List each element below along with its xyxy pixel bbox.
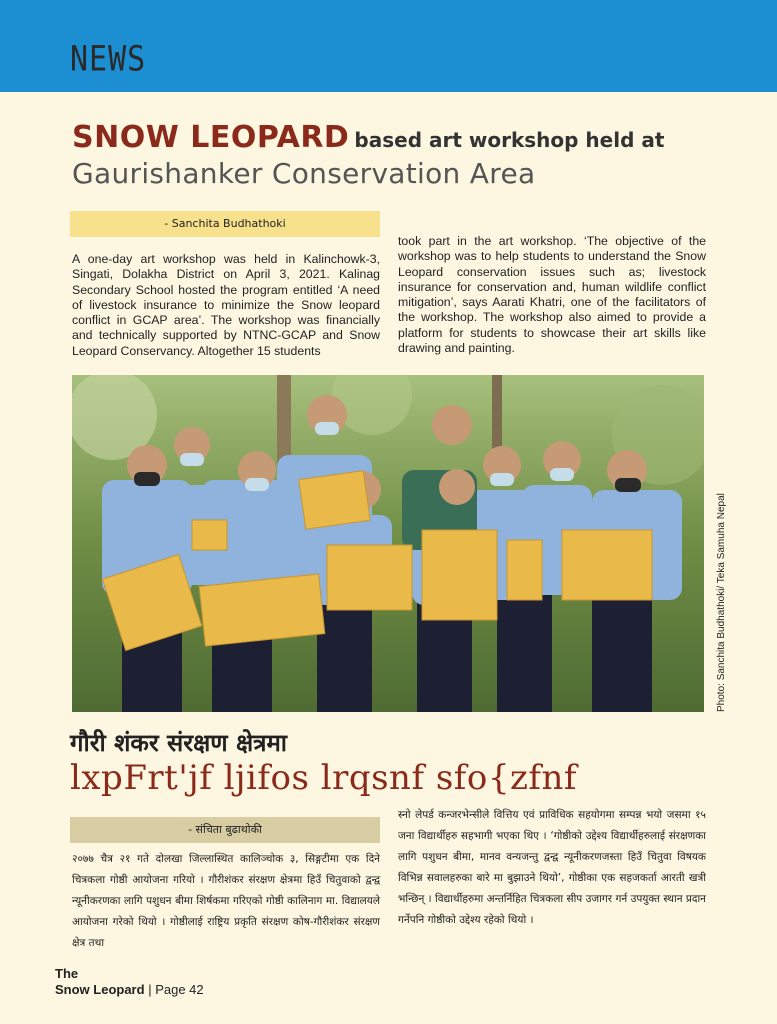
nepali-column-left: २०७७ चैत्र २१ गते दोलखा जिल्लास्थित कालिञ्चोक ३, सिङ्गटीमा एक दिने चित्रकला गोष्ठी आयोजना गरियो । गौरीशंकर संरक्षण क्षेत्रमा हिउँ चितुवाको द्वन्द्व न्यूनीकरणका लागि पशुधन बीमा शिर्षकमा गरिएको गोष्ठी कालिनाग मा. विद्यालयले आयोजना गरेको थियो । गोष्ठीलाई राष्ट्रिय प्रकृति संरक्षण कोष-गौरीशंकर संरक्षण क्षेत्र तथा <box>72 853 380 949</box>
footer <box>55 966 204 999</box>
nepali-column-right: स्नो लेपर्ड कन्जरभेन्सीले वित्तिय एवं प्राविधिक सहयोगमा सम्पन्न भयो जसमा १५ जना विद्यार्थीहरु सहभागी भएका थिए । ‘गोष्ठीको उद्देश्य विद्यार्थीहरुलाई संरक्षणका लागि पशुधन बीमा, मानव वन्यजन्तु द्वन्द्व न्यूनीकरणजस्ता हिउँ चितुवा विषयक विभिन्न सवालहरुका बारे मा बुझाउने थियो’, गोष्ठीका एक सहजकर्ता आरती खत्री भन्छिन् । विद्यार्थीहरुमा अन्तर्निहित चित्रकला सीप उजागर गर्न उपयुक्त स्थान प्रदान गर्नेपनि गोष्ठीको उद्देश्य रहेको थियो । <box>398 809 706 926</box>
photo-credit: Photo: Sanchita Budhathoki/ Teka Samuha Nepal <box>716 493 727 712</box>
footer-magazine-name: Snow Leopard <box>55 982 145 997</box>
footer-separator: | <box>148 982 152 997</box>
headline-emphasis: SNOW LEOPARD <box>72 120 350 155</box>
footer-the: The <box>55 966 79 981</box>
article-column-right: took part in the art workshop. ‘The objective of the workshop was to help students to understand the Snow Leopard conservation issues such as; livestock insurance for conservation and, human wildlife conflict mitigation’, says Aarati Khatri, one of the facilitators of the workshop. The workshop also aimed to provide a platform for students to showcase their art skills like drawing and painting. <box>398 234 706 356</box>
byline: - Sanchita Budhathoki <box>70 211 380 237</box>
headline-rest: based art workshop held at <box>354 128 665 152</box>
group-photo <box>72 375 704 712</box>
group-photo-illustration <box>72 375 704 712</box>
nepali-byline: - संचिता बुढाथोकी <box>70 817 380 843</box>
nepali-title-line2: lxpFrt'jf ljifos lrqsnf sfo{zfnf <box>70 758 577 798</box>
headline-line2: Gaurishanker Conservation Area <box>72 157 536 190</box>
footer-page-number: Page 42 <box>155 982 204 997</box>
article-column-left: A one-day art workshop was held in Kalinchowk-3, Singati, Dolakha District on April 3, 2021. Kalinag Secondary School hosted the program entitled ‘A need of livestock insurance to minimize the Snow leopard conflict in GCAP area’. The workshop was financially and technically supported by NTNC-GCAP and Snow Leopard Conservancy. Altogether 15 students <box>72 252 380 358</box>
nepali-title-line1: गौरी शंकर संरक्षण क्षेत्रमा <box>70 729 288 757</box>
section-label: NEWS <box>70 39 147 80</box>
headline <box>72 120 712 190</box>
